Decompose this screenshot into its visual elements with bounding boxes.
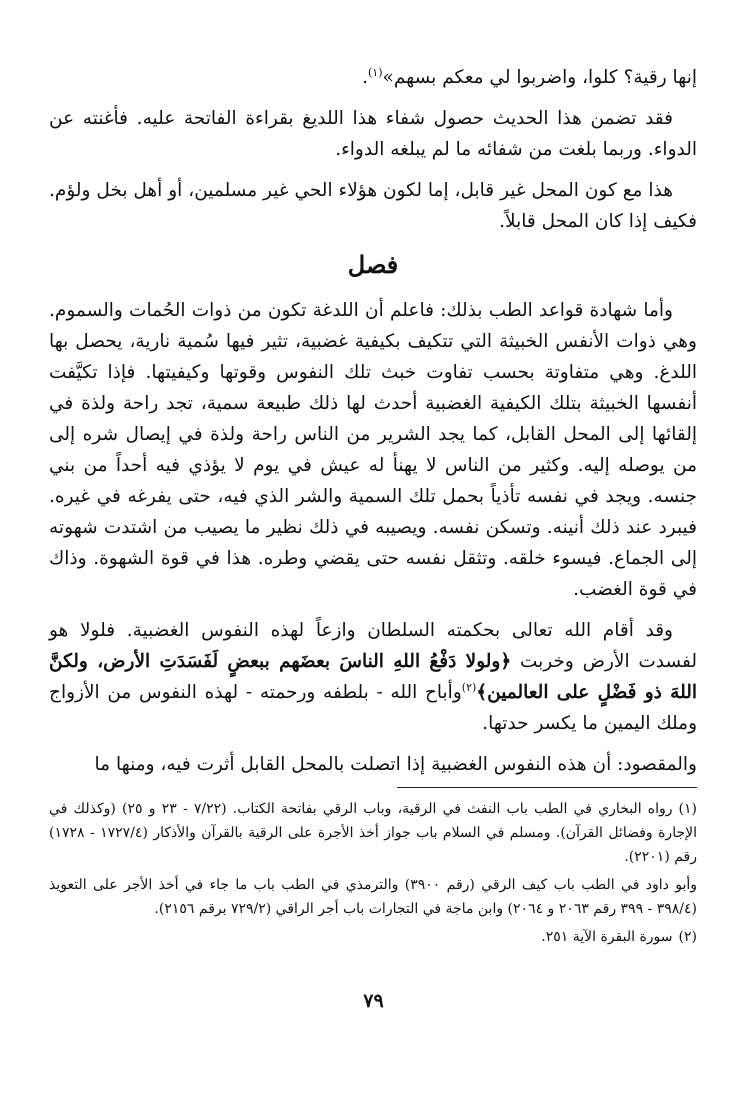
paragraph-1-end: . — [362, 67, 368, 88]
footnote-2 — [49, 925, 697, 949]
main-text — [49, 62, 697, 790]
paragraph-6: والمقصود: أن هذه النفوس الغضبية إذا اتصلت بالمحل القابل أثرت فيه، ومنها ما — [94, 754, 697, 775]
footnote-2-text: سورة البقرة الآية ٢٥١. — [541, 929, 673, 945]
footnote-1-text: رواه البخاري في الطب باب النفث في الرقية، وباب الرقي بفاتحة الكتاب. (٧/٢٢ - ٢٣ و ٢٥) (وكذلك في الإجارة وفضائل القرآن). ومسلم في السلام باب جواز أخذ الأجرة على الرقية بالقرآن والأذكار (١٧٢٧/٤ - ١٧٢٨) رقم (٢٢٠١). — [49, 801, 697, 865]
paragraph-5 — [49, 615, 697, 739]
paragraph-1 — [49, 62, 697, 93]
footnote-1-continuation — [49, 873, 697, 921]
footnote-ref-2: (٢) — [461, 680, 477, 694]
quran-verse: ﴿ولولا دَفْعُ اللهِ الناسَ بعضَهم ببعضٍ لَفَسَدَتِ الأرض، ولكنَّ اللهَ ذو فَضْلٍ على العالمين﴾ — [49, 651, 697, 703]
footnotes — [49, 797, 697, 953]
footnote-ref-1: (١) — [367, 65, 383, 79]
footnote-1-number: (١) — [678, 801, 697, 817]
footnote-1 — [49, 797, 697, 869]
paragraph-5-text-a: وقد أقام الله تعالى بحكمته السلطان وازعاً لهذه النفوس الغضبية. فلولا هو لفسدت الأرض وخربت — [49, 620, 697, 672]
paragraph-5-text-b: وأباح الله - بلطفه ورحمته - لهذه النفوس من الأزواج وملك اليمين ما يكسر حدتها. — [49, 682, 697, 734]
footnote-separator — [397, 787, 697, 788]
paragraph-2: فقد تضمن هذا الحديث حصول شفاء هذا اللديغ بقراءة الفاتحة عليه. فأغنته عن الدواء. وربما بلغت من شفائه ما لم يبلغه الدواء. — [49, 108, 697, 160]
paragraph-4: وأما شهادة قواعد الطب بذلك: فاعلم أن اللدغة تكون من ذوات الحُمات والسموم. وهي ذوات الأنفس الخبيثة التي تتكيف بكيفية غضبية، تثير فيها سُمية نارية، يحصل بها اللدغ. وهي متفاوتة بحسب تفاوت خبث تلك النفوس وقوتها وكيفيتها. فإذا تكيَّفت أنفسها الخبيثة بتلك الكيفية الغضبية أحدث لها ذلك طبيعة سمية، تجد راحة ولذة في إلقائها إلى المحل القابل، كما يجد الشرير من الناس راحة ولذة في إيصال شره إلى من يوصله إليه. وكثير من الناس لا يهنأ له عيش في يوم لا يؤذي فيه أحداً من بني جنسه. ويجد في نفسه تأذياً بحمل تلك السمية والشر الذي فيه، حتى يفرغه في غيره. فيبرد عند ذلك أنينه. وتسكن نفسه. ويصيبه في ذلك نظير ما يصيب من اشتدت شهوته إلى الجماع. فيسوء خلقه. وتثقل نفسه حتى يقضي وطره. هذا في قوة الشهوة. وذاك في قوة الغضب. — [49, 300, 697, 600]
footnote-1b-text: وأبو داود في الطب باب كيف الرقي (رقم ٣٩٠٠) والترمذي في الطب باب ما جاء في أخذ الأجر على التعويذ (٣٩٨/٤ - ٣٩٩ رقم ٢٠٦٣ و ٢٠٦٤) وابن ماجة في التجارات باب أجر الراقي (٧٢٩/٢ برقم ٢١٥٦). — [49, 877, 698, 917]
paragraph-3: هذا مع كون المحل غير قابل، إما لكون هؤلاء الحي غير مسلمين، أو أهل بخل ولؤم. فكيف إذا كان المحل قابلاً. — [49, 180, 697, 232]
paragraph-1-text: إنها رقية؟ كلوا، واضربوا لي معكم بسهم» — [382, 67, 697, 88]
page-number: ٧٩ — [363, 990, 384, 1012]
footnote-2-number: (٢) — [678, 929, 697, 945]
section-heading: فصل — [347, 250, 399, 279]
